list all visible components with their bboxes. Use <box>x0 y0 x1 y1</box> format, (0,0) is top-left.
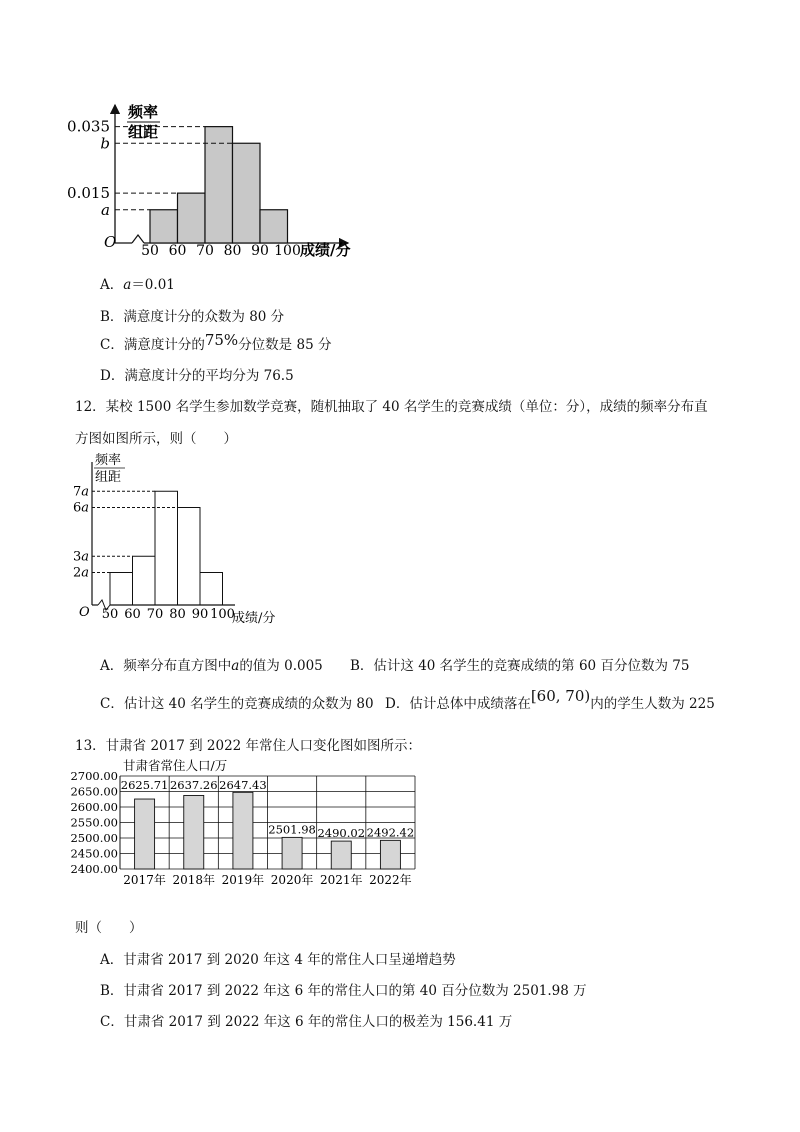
histogram-bar <box>178 508 201 606</box>
q12-option-d: D．估计总体中成绩落在[60, 70)内的学生人数为 225 <box>385 687 715 712</box>
data-label: 2625.71 <box>120 778 169 792</box>
y-tick-label: 2600.00 <box>70 800 118 814</box>
x-axis-label: 成绩/分 <box>232 611 276 626</box>
x-tick-label: 80 <box>223 243 242 259</box>
histogram-bar <box>260 210 288 243</box>
y-tick-label: 3a <box>72 549 89 565</box>
histogram-bar <box>155 491 178 605</box>
q12-option-c: C．估计这 40 名学生的竞赛成绩的众数为 80 <box>100 696 374 712</box>
bar <box>331 841 351 869</box>
x-tick-label: 70 <box>146 607 164 622</box>
bar-chart-q13 <box>65 758 425 893</box>
y-tick-label: 2700.00 <box>70 769 118 783</box>
origin-label: O <box>104 233 117 251</box>
chart-title: 甘肃省常住人口/万 <box>123 758 228 773</box>
x-tick-label: 70 <box>196 243 214 259</box>
q12-stem-line2: 方图如图所示，则（ ） <box>75 431 237 447</box>
x-tick-label: 100 <box>274 243 301 259</box>
histogram-bar <box>150 210 178 243</box>
y-tick-label: b <box>100 134 110 153</box>
histogram-bar <box>133 556 156 605</box>
x-tick-label: 2022年 <box>369 873 412 887</box>
y-tick-label: 2450.00 <box>70 846 118 861</box>
q11-option-a: A．a＝0.01 <box>100 277 175 293</box>
x-tick-label: 60 <box>124 607 141 622</box>
bar <box>184 795 204 869</box>
bar <box>380 840 400 869</box>
x-tick-label: 100 <box>210 607 235 622</box>
x-tick-label: 2017年 <box>123 873 166 887</box>
y-label-bottom: 组距 <box>128 123 159 141</box>
data-label: 2647.43 <box>219 778 267 792</box>
bar <box>282 837 302 869</box>
histogram-q12 <box>70 450 330 630</box>
y-tick-label: a <box>101 200 110 219</box>
x-tick-label: 80 <box>169 607 186 622</box>
histogram-bar <box>205 127 233 243</box>
x-tick-label: 2019年 <box>221 873 265 887</box>
y-tick-label: 7a <box>72 484 89 500</box>
histogram-q11 <box>60 95 380 265</box>
x-tick-label: 2018年 <box>172 873 216 887</box>
histogram-bar <box>233 143 261 243</box>
y-label-top: 频率 <box>95 453 122 468</box>
q12-option-b: B．估计这 40 名学生的竞赛成绩的第 60 百分位数为 75 <box>350 658 690 674</box>
q13-stem-line1: 13．甘肃省 2017 到 2022 年常住人口变化图如图所示： <box>75 738 422 754</box>
histogram-bar <box>110 573 133 606</box>
x-tick-label: 2021年 <box>319 873 363 887</box>
data-label: 2490.02 <box>317 826 366 841</box>
y-label-top: 频率 <box>128 103 159 121</box>
y-tick-label: 2a <box>72 565 89 581</box>
x-tick-label: 60 <box>168 243 187 259</box>
axis-break <box>132 235 144 243</box>
histogram-bar <box>200 573 223 606</box>
x-tick-label: 90 <box>191 607 209 622</box>
bar <box>135 799 155 869</box>
y-tick-label: 6a <box>72 500 89 516</box>
origin-label: O <box>79 605 90 620</box>
q11-option-d: D．满意度计分的平均分为 76.5 <box>100 368 294 384</box>
x-tick-label: 90 <box>251 243 269 259</box>
q12-option-a: A．频率分布直方图中a的值为 0.005 <box>100 658 323 674</box>
q11-option-b: B．满意度计分的众数为 80 分 <box>100 309 285 325</box>
x-tick-label: 50 <box>101 607 119 622</box>
data-label: 2637.26 <box>169 778 218 792</box>
histogram-bar <box>178 193 206 243</box>
bar <box>233 792 253 869</box>
y-tick-label: 2400.00 <box>70 862 118 876</box>
q13-option-c: C．甘肃省 2017 到 2022 年这 6 年的常住人口的极差为 156.41 万 <box>100 1014 513 1030</box>
q11-option-c: C．满意度计分的75%分位数是 85 分 <box>100 331 332 353</box>
x-tick-label: 50 <box>141 243 159 259</box>
data-label: 2501.98 <box>268 822 316 837</box>
y-tick-label: 2650.00 <box>70 784 118 799</box>
y-tick-label: 0.035 <box>67 117 110 136</box>
y-label-bottom: 组距 <box>95 470 122 485</box>
q13-option-b: B．甘肃省 2017 到 2022 年这 6 年的常住人口的第 40 百分位数为 2501.98 万 <box>100 983 587 999</box>
x-tick-label: 2020年 <box>270 873 314 887</box>
q13-option-a: A．甘肃省 2017 到 2020 年这 4 年的常住人口呈递增趋势 <box>100 952 456 968</box>
x-axis-label: 成绩/分 <box>300 241 351 259</box>
data-label: 2492.42 <box>366 825 415 840</box>
y-tick-label: 0.015 <box>67 184 110 203</box>
q13-stem: 则（ ） <box>75 920 143 936</box>
y-tick-label: 2500.00 <box>70 831 118 845</box>
q12-stem-line1: 12．某校 1500 名学生参加数学竞赛，随机抽取了 40 名学生的竞赛成绩（单位：分），成绩的频率分布直 <box>75 399 708 415</box>
y-tick-label: 2550.00 <box>70 815 118 830</box>
